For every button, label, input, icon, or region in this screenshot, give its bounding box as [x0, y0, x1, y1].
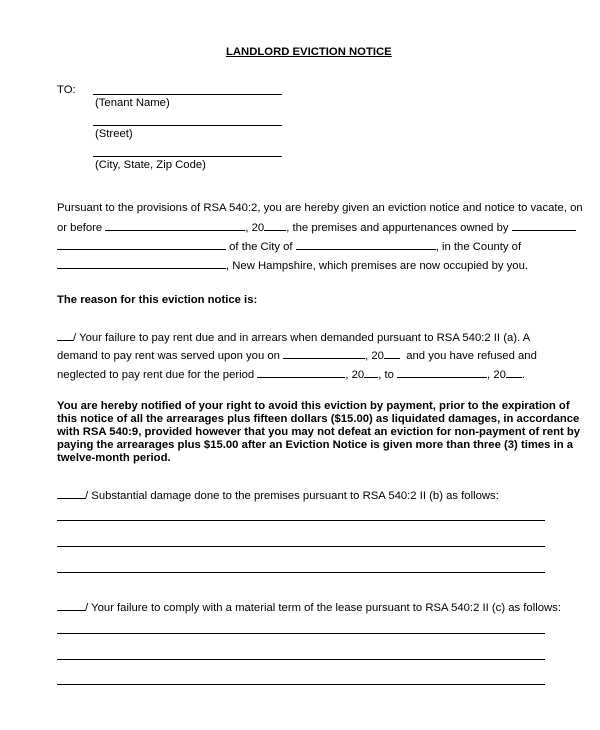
intro-premises-owned: , the premises and appurtenances owned by — [286, 222, 509, 234]
reason-a-line-1 — [57, 329, 530, 345]
city-state-zip-caption: (City, State, Zip Code) — [95, 159, 206, 171]
reason-a-text-1: Your failure to pay rent due and in arrears when demanded pursuant to RSA 540:2 II (a). A — [79, 332, 531, 344]
owner-name-blank[interactable] — [57, 238, 226, 250]
demand-year-blank[interactable] — [384, 347, 400, 359]
reason-heading: The reason for this eviction notice is: — [57, 294, 258, 306]
year-before-blank[interactable] — [264, 219, 286, 231]
period-start-blank[interactable] — [257, 366, 345, 378]
reason-a-text-4: neglected to pay rent due for the period — [57, 369, 255, 381]
notice-line-1: You are hereby notified of your right to avoid this eviction by payment, prior to the expiration of — [57, 400, 570, 412]
reason-a-check-blank[interactable] — [63, 329, 73, 341]
reason-c-text: Your failure to comply with a material term of the lease pursuant to RSA 540:2 II (c) as follows: — [91, 602, 561, 614]
notice-line-2: this notice of all the arrearages plus fifteen dollars ($15.00) as liquidated damages, in accordance — [57, 413, 580, 425]
reason-a-year-prefix-2: , 20 — [345, 369, 365, 381]
notice-line-3: with RSA 540:9, provided however that you may not defeat an eviction for non-payment of rent by — [57, 426, 581, 438]
period-end-year-blank[interactable] — [506, 366, 522, 378]
reason-b-check-blank[interactable] — [63, 487, 85, 499]
county-blank[interactable] — [57, 257, 226, 269]
tenant-name-caption: (Tenant Name) — [95, 97, 170, 109]
reason-b-answer-line-3[interactable] — [57, 572, 545, 573]
reason-c-check-blank[interactable] — [63, 599, 85, 611]
reason-a-line-2 — [57, 347, 537, 363]
demand-date-blank[interactable] — [283, 347, 365, 359]
date-before-blank[interactable] — [105, 219, 245, 231]
reason-b-slash: / — [85, 490, 89, 502]
period-end-blank[interactable] — [397, 366, 487, 378]
document-title: LANDLORD EVICTION NOTICE — [226, 46, 392, 58]
reason-a-text-2: demand to pay rent was served upon you on — [57, 350, 280, 362]
intro-line-1: Pursuant to the provisions of RSA 540:2, you are hereby given an eviction notice and notice to vacate, on — [57, 202, 583, 214]
reason-b-answer-line-2[interactable] — [57, 546, 545, 547]
intro-line-2 — [57, 219, 576, 235]
reason-a-line-3 — [57, 366, 525, 382]
owner-blank[interactable] — [512, 219, 576, 231]
to-label: TO: — [57, 84, 76, 96]
city-state-zip-line[interactable] — [93, 156, 282, 157]
reason-b-line — [57, 487, 499, 503]
reason-a-to: , to — [378, 369, 394, 381]
notice-line-4: paying the arrearages plus $15.00 after an Eviction Notice is given more than three (3) times in a — [57, 439, 574, 451]
reason-a-text-3: and you have refused and — [406, 350, 537, 362]
intro-or-before: or before — [57, 222, 103, 234]
reason-c-answer-line-1[interactable] — [57, 633, 545, 634]
intro-new-hampshire: , New Hampshire, which premises are now occupied by you. — [226, 260, 529, 272]
street-line[interactable] — [93, 125, 282, 126]
reason-a-year-prefix-3: , 20 — [487, 369, 506, 381]
reason-c-answer-line-3[interactable] — [57, 684, 545, 685]
street-caption: (Street) — [95, 128, 133, 140]
intro-line-4 — [57, 257, 528, 273]
reason-a-slash: / — [73, 332, 77, 344]
reason-a-period: . — [521, 369, 526, 381]
reason-c-line — [57, 599, 561, 615]
intro-year-prefix: , 20 — [245, 222, 265, 234]
intro-city-of: of the City of — [229, 241, 293, 253]
tenant-name-line[interactable] — [93, 94, 282, 95]
intro-county-of: , in the County of — [435, 241, 522, 253]
reason-a-year-prefix-1: , 20 — [365, 350, 384, 362]
notice-line-5: twelve-month period. — [57, 452, 171, 464]
period-start-year-blank[interactable] — [364, 366, 378, 378]
reason-b-answer-line-1[interactable] — [57, 520, 545, 521]
reason-c-answer-line-2[interactable] — [57, 659, 545, 660]
city-blank[interactable] — [296, 238, 436, 250]
reason-b-text: Substantial damage done to the premises pursuant to RSA 540:2 II (b) as follows: — [91, 490, 499, 502]
intro-line-3 — [57, 238, 521, 254]
reason-c-slash: / — [85, 602, 89, 614]
